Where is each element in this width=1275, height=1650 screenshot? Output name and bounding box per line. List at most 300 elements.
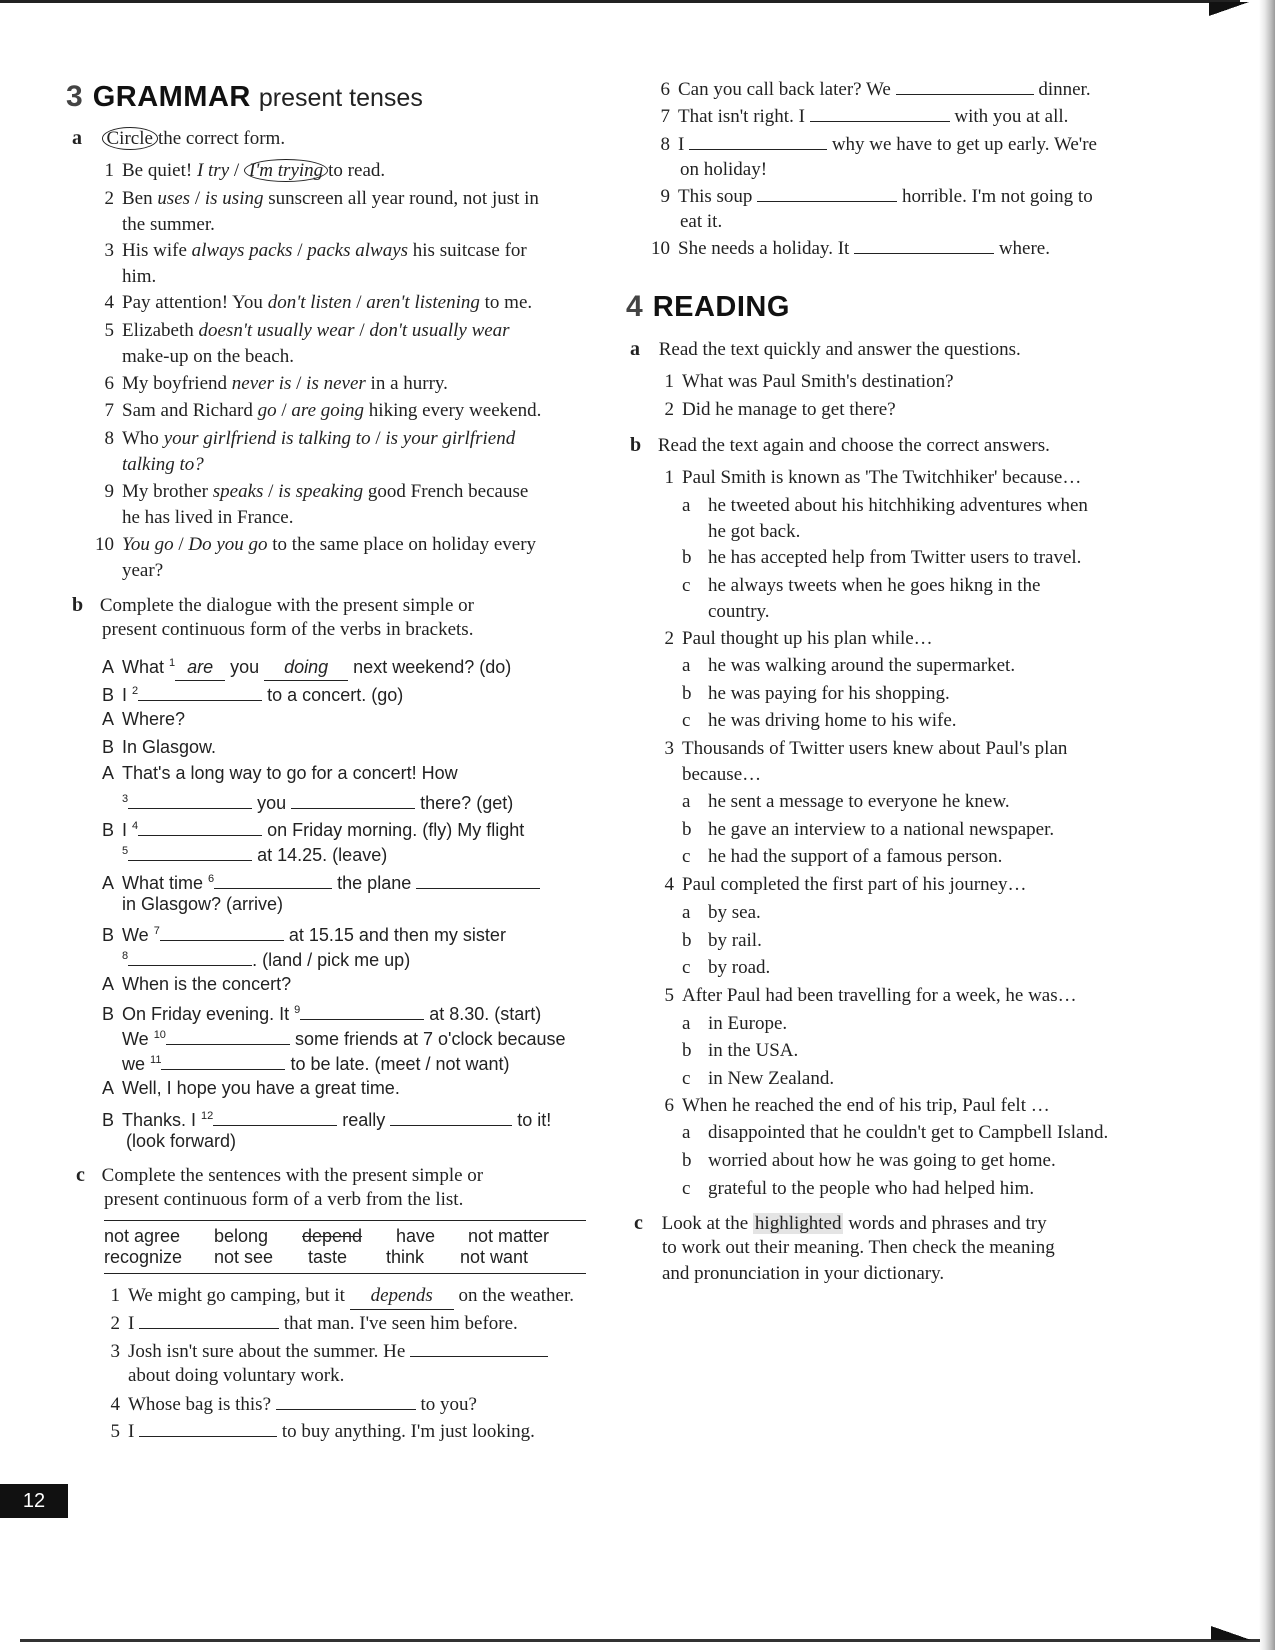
answer-blank[interactable] bbox=[138, 817, 262, 836]
list-item: 5 Elizabeth doesn't usually wear / don't usually wear bbox=[92, 318, 510, 344]
option-1[interactable]: doesn't usually wear bbox=[198, 320, 355, 341]
question bbox=[652, 983, 1077, 1009]
speaker-label: B bbox=[102, 1004, 115, 1024]
circle-word: Circle bbox=[102, 127, 158, 150]
question-text: Thousands of Twitter users knew about Paul's plan bbox=[682, 738, 1068, 759]
dialogue-text: Well, I hope you have a great time. bbox=[122, 1078, 400, 1098]
instruction-text: present continuous form of a verb from the list. bbox=[104, 1189, 464, 1210]
option-letter: b bbox=[682, 930, 692, 951]
exercise-letter: b bbox=[630, 434, 642, 456]
dialogue-text: I bbox=[122, 820, 133, 840]
gap-number: 9 bbox=[294, 1004, 301, 1016]
example-answer: doing bbox=[264, 654, 348, 681]
exercise-letter: a bbox=[72, 127, 82, 149]
item-number: 2 bbox=[110, 1313, 120, 1334]
item-text: My brother bbox=[122, 481, 213, 502]
question bbox=[652, 626, 933, 652]
gap-number: 2 bbox=[132, 685, 139, 697]
dialogue-text: On Friday evening. It bbox=[122, 1004, 295, 1024]
answer-option[interactable] bbox=[682, 789, 1010, 815]
question bbox=[652, 1093, 1050, 1119]
dialogue-line bbox=[102, 678, 403, 708]
exercise-c-instruction bbox=[76, 1162, 483, 1189]
item-text: to me. bbox=[479, 292, 533, 313]
list-item: 8 Who your girlfriend is talking to / is your girlfriend bbox=[92, 426, 515, 452]
item-text: Ben bbox=[122, 188, 158, 209]
option-text: he was paying for his shopping. bbox=[708, 683, 950, 704]
answer-option[interactable] bbox=[682, 955, 770, 981]
gap-number: 11 bbox=[150, 1054, 162, 1066]
option-text: by sea. bbox=[708, 902, 761, 923]
item-number: 8 bbox=[104, 428, 114, 449]
option-letter: a bbox=[682, 1013, 691, 1034]
item-text: where. bbox=[994, 238, 1050, 259]
gap-number: 6 bbox=[208, 873, 215, 885]
gap-number: 7 bbox=[153, 925, 160, 937]
option-text: he sent a message to everyone he knew. bbox=[708, 791, 1010, 812]
dialogue-text: to a concert. (go) bbox=[262, 685, 404, 705]
exercise-c-instruction bbox=[634, 1210, 1047, 1237]
instruction-text: and pronunciation in your dictionary. bbox=[662, 1263, 945, 1284]
exercise-a-instruction bbox=[72, 125, 285, 152]
dialogue-text: . (land / pick me up) bbox=[252, 950, 411, 970]
option-text: he had the support of a famous person. bbox=[708, 846, 1003, 867]
item-number: 5 bbox=[110, 1421, 120, 1442]
scan-edge-top bbox=[0, 0, 1240, 3]
exercise-letter: c bbox=[76, 1164, 85, 1186]
list-item: 6 My boyfriend never is / is never in a hurry. bbox=[92, 371, 448, 397]
answer-blank[interactable] bbox=[139, 1418, 277, 1437]
item-text: sunscreen all year round, not just in bbox=[263, 188, 539, 209]
answer-blank[interactable] bbox=[689, 131, 827, 150]
dialogue-text: on Friday morning. (fly) My flight bbox=[262, 820, 525, 840]
option-1[interactable]: don't listen bbox=[267, 292, 352, 313]
answer-blank[interactable] bbox=[128, 947, 252, 966]
dialogue-line: (look forward) bbox=[126, 1131, 237, 1151]
answer-blank[interactable] bbox=[810, 103, 950, 122]
dialogue-line bbox=[122, 786, 513, 816]
question-text-continued: because… bbox=[682, 764, 762, 785]
dialogue-text: you bbox=[252, 793, 292, 813]
speaker-label: B bbox=[102, 685, 115, 705]
question-text: Paul completed the first part of his journey… bbox=[682, 874, 1027, 895]
option-letter: a bbox=[682, 655, 691, 676]
answer-option[interactable] bbox=[682, 681, 950, 707]
instruction-text: the correct form. bbox=[157, 128, 286, 149]
item-number: 1 bbox=[664, 371, 674, 392]
item-text: Pay attention! You bbox=[122, 292, 268, 313]
item-number: 10 bbox=[651, 238, 670, 259]
gap-number: 1 bbox=[169, 657, 176, 669]
item-text-continued: about doing voluntary work. bbox=[128, 1365, 345, 1386]
item-text: I bbox=[128, 1421, 140, 1442]
dialogue-text: We bbox=[122, 925, 154, 945]
answer-blank[interactable] bbox=[161, 1051, 285, 1070]
option-text: in New Zealand. bbox=[708, 1068, 835, 1089]
answer-option[interactable] bbox=[682, 573, 1040, 599]
list-item: 4 Pay attention! You don't listen / aren't listening to me. bbox=[92, 290, 532, 316]
dialogue-text: When is the concert? bbox=[122, 974, 292, 994]
list-item bbox=[648, 76, 1091, 103]
option-text: in Europe. bbox=[708, 1013, 788, 1034]
option-letter: c bbox=[682, 1068, 691, 1089]
item-text: hiking every weekend. bbox=[364, 400, 542, 421]
item-text: Josh isn't sure about the summer. He bbox=[128, 1341, 411, 1362]
option-1[interactable]: go bbox=[257, 400, 277, 421]
speaker-label: B bbox=[102, 737, 115, 757]
item-number: 6 bbox=[104, 373, 114, 394]
option-1[interactable]: always packs bbox=[191, 240, 293, 261]
item-text: That isn't right. I bbox=[678, 106, 810, 127]
section-subtitle: present tenses bbox=[258, 84, 423, 112]
option-2-circled[interactable]: I'm trying bbox=[244, 159, 328, 182]
word-item-crossed-out: depend bbox=[302, 1226, 363, 1246]
answer-blank[interactable] bbox=[896, 76, 1034, 95]
answer-option[interactable] bbox=[682, 493, 1088, 519]
word-item: think bbox=[386, 1247, 425, 1267]
question bbox=[652, 369, 954, 395]
question bbox=[652, 465, 1081, 491]
section-name: READING bbox=[652, 291, 790, 323]
question-text: When he reached the end of his trip, Paul felt … bbox=[682, 1095, 1050, 1116]
word-item: belong bbox=[214, 1226, 269, 1246]
item-text: My boyfriend bbox=[122, 373, 232, 394]
answer-blank[interactable] bbox=[276, 1391, 416, 1410]
instruction-text: present continuous form of the verbs in brackets. bbox=[102, 619, 474, 640]
item-number: 2 bbox=[104, 188, 114, 209]
dialogue-line bbox=[102, 734, 216, 760]
option-letter: b bbox=[682, 819, 692, 840]
option-1[interactable]: You go bbox=[122, 534, 174, 555]
dialogue-line bbox=[102, 760, 458, 786]
item-text: to buy anything. I'm just looking. bbox=[277, 1421, 535, 1442]
item-text: Sam and Richard bbox=[122, 400, 258, 421]
word-list-box bbox=[104, 1220, 586, 1274]
answer-blank[interactable] bbox=[416, 870, 540, 889]
item-number: 4 bbox=[664, 874, 674, 895]
item-number: 6 bbox=[660, 79, 670, 100]
question-text: After Paul had been travelling for a week, he was… bbox=[682, 985, 1077, 1006]
dialogue-line bbox=[102, 1075, 400, 1101]
item-text: Be quiet! bbox=[122, 160, 197, 181]
option-letter: c bbox=[682, 957, 691, 978]
item-text-continued bbox=[122, 452, 204, 478]
option-letter: a bbox=[682, 791, 691, 812]
dialogue-line bbox=[122, 838, 387, 868]
item-text: Who bbox=[122, 428, 164, 449]
item-text: His wife bbox=[122, 240, 192, 261]
option-1[interactable]: never is bbox=[231, 373, 292, 394]
option-text: by rail. bbox=[708, 930, 762, 951]
dialogue-line bbox=[122, 1047, 510, 1077]
option-letter: c bbox=[682, 1178, 691, 1199]
list-item bbox=[98, 1338, 548, 1365]
dialogue-line: in Glasgow? (arrive) bbox=[122, 894, 284, 914]
gap-number: 8 bbox=[122, 950, 129, 962]
option-2[interactable]: aren't listening bbox=[366, 292, 480, 313]
answer-option[interactable] bbox=[682, 1148, 1056, 1174]
item-number: 2 bbox=[664, 628, 674, 649]
answer-option[interactable] bbox=[682, 900, 761, 926]
option-letter: b bbox=[682, 683, 692, 704]
speaker-label: B bbox=[102, 820, 115, 840]
option-1[interactable]: speaks bbox=[212, 481, 264, 502]
dialogue-text: Where? bbox=[122, 709, 186, 729]
corner-mark-top bbox=[1209, 2, 1249, 16]
option-2[interactable]: is speaking bbox=[278, 481, 364, 502]
dialogue-text: What time bbox=[122, 873, 209, 893]
option-letter: a bbox=[682, 902, 691, 923]
item-number: 5 bbox=[104, 320, 114, 341]
gap-number: 12 bbox=[201, 1110, 214, 1122]
list-item bbox=[648, 235, 1050, 262]
answer-blank[interactable] bbox=[410, 1338, 548, 1357]
highlighted-word: highlighted bbox=[754, 1213, 842, 1234]
item-text: his suitcase for bbox=[408, 240, 527, 261]
section-name: GRAMMAR bbox=[92, 81, 251, 113]
question-text: Paul thought up his plan while… bbox=[682, 628, 933, 649]
answer-blank[interactable] bbox=[166, 1026, 290, 1045]
word-item: have bbox=[396, 1226, 436, 1246]
dialogue-text: That's a long way to go for a concert! How bbox=[122, 763, 458, 783]
dialogue-text: to be late. (meet / not want) bbox=[285, 1054, 510, 1074]
option-text: he gave an interview to a national newspaper. bbox=[708, 819, 1055, 840]
option-2[interactable]: is your girlfriend bbox=[385, 428, 516, 449]
item-text-continued: he has lived in France. bbox=[122, 507, 294, 528]
answer-blank[interactable] bbox=[300, 1001, 424, 1020]
list-item: 9 My brother speaks / is speaking good French because bbox=[92, 479, 528, 505]
option-text: he was walking around the supermarket. bbox=[708, 655, 1016, 676]
dialogue-text: at 14.25. (leave) bbox=[252, 845, 388, 865]
dialogue-line bbox=[102, 650, 511, 681]
speaker-label: A bbox=[102, 974, 115, 994]
option-text: worried about how he was going to get home. bbox=[708, 1150, 1056, 1171]
scan-edge-right bbox=[1253, 0, 1275, 1650]
item-number: 9 bbox=[104, 481, 114, 502]
answer-option[interactable] bbox=[682, 1066, 834, 1092]
option-text: he tweeted about his hitchhiking adventures when bbox=[708, 495, 1088, 516]
item-text: She needs a holiday. It bbox=[678, 238, 855, 259]
word-item: not see bbox=[214, 1247, 274, 1267]
question bbox=[652, 736, 1067, 762]
speaker-label: A bbox=[102, 763, 115, 783]
option-text: he always tweets when he goes hikng in the bbox=[708, 575, 1041, 596]
list-item: 1 Be quiet! I try / I'm trying to read. bbox=[92, 158, 385, 184]
item-number: 1 bbox=[664, 467, 674, 488]
item-number: 5 bbox=[664, 985, 674, 1006]
list-item: 7 Sam and Richard go / are going hiking every weekend. bbox=[92, 398, 541, 424]
section-number: 3 bbox=[66, 80, 83, 113]
option-text: he has accepted help from Twitter users to travel. bbox=[708, 547, 1082, 568]
exercise-letter: c bbox=[634, 1212, 643, 1234]
option-2-continued[interactable]: talking to? bbox=[122, 454, 204, 475]
answer-blank[interactable] bbox=[757, 183, 897, 202]
gap-number: 5 bbox=[122, 845, 129, 857]
answer-blank[interactable] bbox=[390, 1107, 512, 1126]
dialogue-text: at 8.30. (start) bbox=[424, 1004, 542, 1024]
answer-option[interactable] bbox=[682, 928, 762, 954]
answer-blank[interactable] bbox=[214, 870, 332, 889]
dialogue-text: next weekend? (do) bbox=[348, 657, 512, 677]
dialogue-text: What bbox=[122, 657, 170, 677]
list-item bbox=[98, 1310, 518, 1337]
option-2[interactable]: Do you go bbox=[188, 534, 268, 555]
answer-option[interactable] bbox=[682, 1011, 787, 1037]
answer-blank[interactable] bbox=[213, 1107, 337, 1126]
answer-option[interactable] bbox=[682, 545, 1081, 571]
page-number: 12 bbox=[0, 1484, 68, 1518]
question-text: What was Paul Smith's destination? bbox=[682, 371, 954, 392]
question-text: Did he manage to get there? bbox=[682, 399, 896, 420]
option-letter: c bbox=[682, 710, 691, 731]
reading-section-title bbox=[626, 290, 790, 324]
list-item bbox=[98, 1391, 477, 1418]
answer-option[interactable] bbox=[682, 708, 957, 734]
option-text-continued: country. bbox=[708, 601, 770, 622]
answer-blank[interactable] bbox=[291, 790, 415, 809]
list-item bbox=[648, 183, 1093, 210]
item-text-continued: eat it. bbox=[680, 211, 723, 232]
answer-blank[interactable] bbox=[139, 1310, 279, 1329]
item-text: with you at all. bbox=[949, 106, 1069, 127]
option-1[interactable]: uses bbox=[157, 188, 191, 209]
answer-option[interactable] bbox=[682, 653, 1015, 679]
dialogue-text: you bbox=[225, 657, 265, 677]
item-text: to the same place on holiday every bbox=[267, 534, 537, 555]
list-item: 10 You go / Do you go to the same place on holiday every bbox=[92, 532, 536, 558]
instruction-text: Complete the dialogue with the present simple or bbox=[99, 595, 474, 616]
exercise-b-instruction bbox=[72, 592, 474, 619]
option-text: by road. bbox=[708, 957, 771, 978]
option-text: grateful to the people who had helped him. bbox=[708, 1178, 1035, 1199]
item-text: good French because bbox=[363, 481, 529, 502]
item-text: on the weather. bbox=[453, 1285, 574, 1306]
dialogue-text: really bbox=[337, 1110, 391, 1130]
instruction-text: Complete the sentences with the present simple or bbox=[101, 1165, 484, 1186]
option-2[interactable]: don't usually wear bbox=[369, 320, 510, 341]
word-item: not agree bbox=[104, 1226, 181, 1246]
answer-blank[interactable] bbox=[128, 842, 252, 861]
item-number: 4 bbox=[104, 292, 114, 313]
dialogue-text: there? (get) bbox=[415, 793, 514, 813]
exercise-letter: b bbox=[72, 594, 84, 616]
option-1[interactable]: I try bbox=[196, 160, 230, 181]
exercise-letter: a bbox=[630, 338, 640, 360]
question-text: Paul Smith is known as 'The Twitchhiker' because… bbox=[682, 467, 1082, 488]
item-text: horrible. I'm not going to bbox=[897, 186, 1093, 207]
answer-option[interactable] bbox=[682, 1038, 798, 1064]
option-text-continued: he got back. bbox=[708, 521, 801, 542]
item-number: 9 bbox=[660, 186, 670, 207]
item-text-continued: on holiday! bbox=[680, 159, 768, 180]
list-item bbox=[98, 1418, 535, 1445]
speaker-label: A bbox=[102, 873, 115, 893]
item-text: in a hurry. bbox=[365, 373, 448, 394]
corner-mark-bottom bbox=[1211, 1626, 1251, 1640]
speaker-label: A bbox=[102, 657, 115, 677]
question bbox=[652, 872, 1027, 898]
item-text: dinner. bbox=[1033, 79, 1091, 100]
dialogue-text: we bbox=[122, 1054, 151, 1074]
dialogue-text: the plane bbox=[332, 873, 417, 893]
item-number: 3 bbox=[110, 1341, 120, 1362]
answer-blank[interactable] bbox=[160, 922, 284, 941]
option-letter: b bbox=[682, 547, 692, 568]
answer-blank[interactable] bbox=[138, 682, 262, 701]
dialogue-line bbox=[102, 706, 185, 732]
option-2[interactable]: is never bbox=[306, 373, 366, 394]
instruction-text: Look at the bbox=[661, 1213, 753, 1234]
speaker-label: A bbox=[102, 1078, 115, 1098]
item-text: that man. I've seen him before. bbox=[279, 1313, 518, 1334]
dialogue-line bbox=[102, 971, 291, 997]
gap-number: 4 bbox=[132, 820, 139, 832]
list-item bbox=[648, 103, 1068, 130]
option-2[interactable]: is using bbox=[204, 188, 264, 209]
answer-option[interactable] bbox=[682, 1120, 1108, 1146]
word-item: taste bbox=[308, 1247, 348, 1267]
item-text: why we have to get up early. We're bbox=[827, 134, 1097, 155]
item-text: Whose bag is this? bbox=[128, 1394, 276, 1415]
list-item: 2 Ben uses / is using sunscreen all year round, not just in bbox=[92, 186, 539, 212]
option-letter: a bbox=[682, 1122, 691, 1143]
answer-option[interactable] bbox=[682, 844, 1002, 870]
exercise-a-instruction bbox=[630, 336, 1021, 363]
answer-blank[interactable] bbox=[128, 790, 252, 809]
speaker-label: A bbox=[102, 709, 115, 729]
gap-number: 10 bbox=[153, 1029, 166, 1041]
item-text: I bbox=[678, 134, 690, 155]
list-item: 3 His wife always packs / packs always his suitcase for bbox=[92, 238, 527, 264]
answer-option[interactable] bbox=[682, 817, 1054, 843]
item-number: 7 bbox=[660, 106, 670, 127]
answer-option[interactable] bbox=[682, 1176, 1034, 1202]
option-letter: b bbox=[682, 1150, 692, 1171]
option-letter: b bbox=[682, 1040, 692, 1061]
dialogue-text: I bbox=[122, 685, 133, 705]
example-answer: are bbox=[175, 654, 225, 681]
item-number: 6 bbox=[664, 1095, 674, 1116]
scan-edge-bottom bbox=[20, 1639, 1260, 1642]
exercise-b-instruction bbox=[630, 432, 1050, 459]
item-number: 2 bbox=[664, 399, 674, 420]
option-text: he was driving home to his wife. bbox=[708, 710, 957, 731]
question bbox=[652, 397, 896, 423]
dialogue-text: some friends at 7 o'clock because bbox=[289, 1029, 566, 1049]
option-letter: c bbox=[682, 846, 691, 867]
answer-blank[interactable] bbox=[854, 235, 994, 254]
item-text: to you? bbox=[415, 1394, 477, 1415]
item-text: Elizabeth bbox=[122, 320, 199, 341]
list-item bbox=[98, 1283, 574, 1310]
option-text: disappointed that he couldn't get to Campbell Island. bbox=[708, 1122, 1109, 1143]
speaker-label: B bbox=[102, 1110, 115, 1130]
dialogue-text: In Glasgow. bbox=[122, 737, 217, 757]
option-text: in the USA. bbox=[708, 1040, 799, 1061]
speaker-label: B bbox=[102, 925, 115, 945]
option-1[interactable]: your girlfriend is talking to bbox=[163, 428, 371, 449]
word-item: not want bbox=[460, 1247, 529, 1267]
word-item: not matter bbox=[468, 1226, 550, 1246]
item-text-continued: make-up on the beach. bbox=[122, 346, 294, 367]
item-text: This soup bbox=[678, 186, 758, 207]
item-number: 4 bbox=[110, 1394, 120, 1415]
dialogue-text: at 15.15 and then my sister bbox=[283, 925, 506, 945]
option-2[interactable]: are going bbox=[291, 400, 365, 421]
option-2[interactable]: packs always bbox=[307, 240, 409, 261]
instruction-text: Read the text quickly and answer the questions. bbox=[658, 339, 1021, 360]
option-letter: a bbox=[682, 495, 691, 516]
